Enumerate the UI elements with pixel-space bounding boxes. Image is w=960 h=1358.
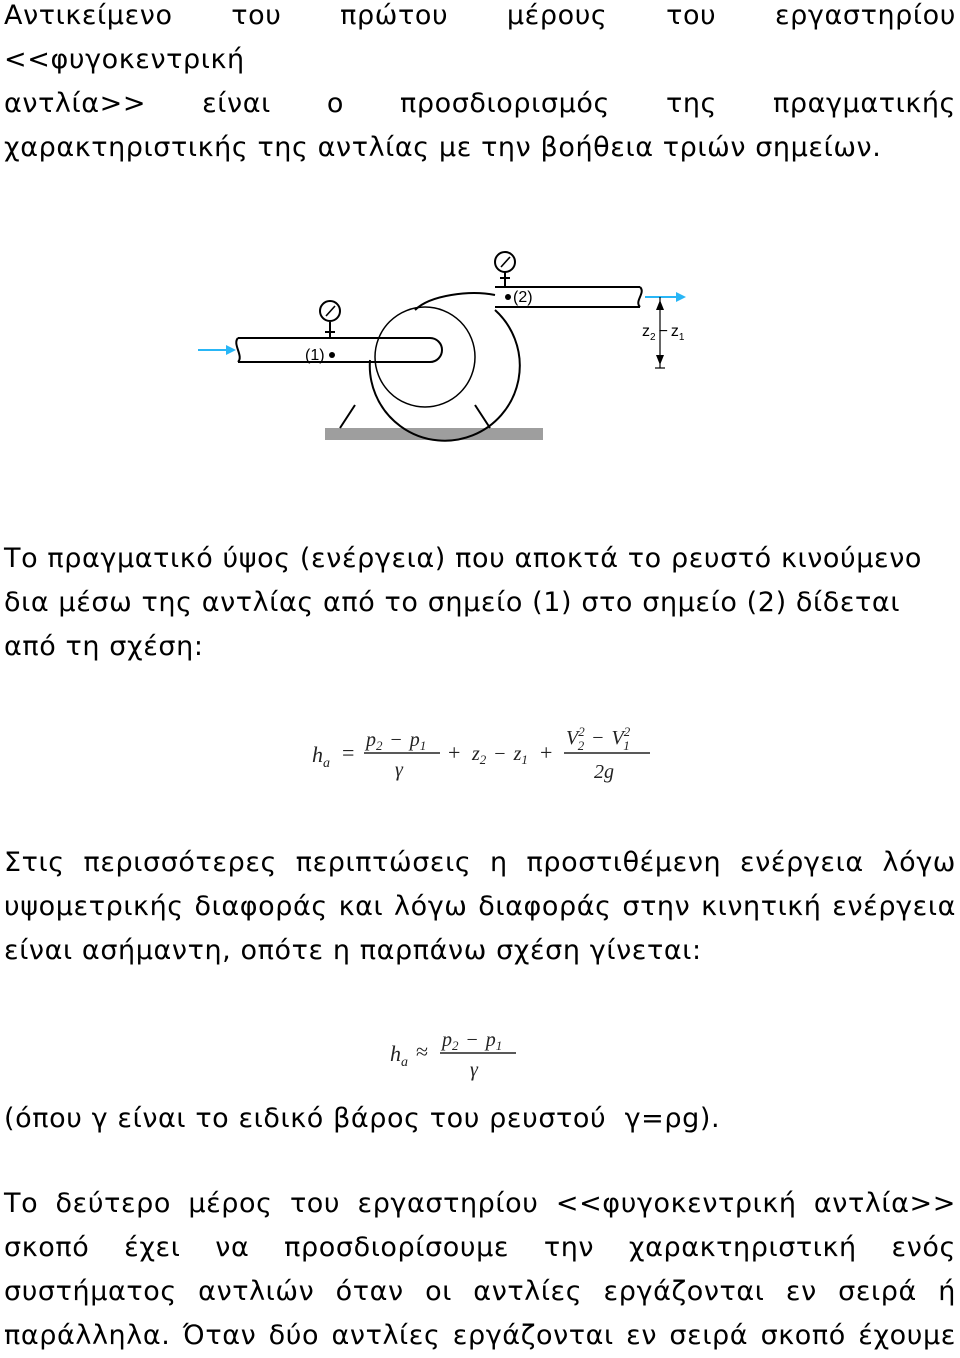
head-line-3: από τη σχέση:: [4, 631, 204, 662]
pump-casing: [370, 310, 520, 441]
head-equation: [310, 722, 660, 784]
svg-text:γ: γ: [470, 1059, 478, 1081]
intro-line-1: Αντικείμενο του πρώτου μέρους του εργαστηρίου <<φυγοκεντρική: [4, 0, 956, 75]
point-2-dot: [505, 294, 511, 300]
simplification-line-1: Στις περισσότερες περιπτώσεις η προστιθέμενη ενέργεια λόγω: [4, 847, 956, 878]
svg-text:p2−p1: $p_2 - p_1$: [442, 1029, 503, 1053]
pump-stand: [340, 405, 490, 428]
second-part-line-3: συστήματος αντλιών όταν οι αντλίες εργάζονται εν σειρά ή: [4, 1276, 956, 1307]
simplification-paragraph: [4, 841, 956, 973]
intro-line-3: χαρακτηριστικής της αντλίας με την βοήθεια τριών σημείων.: [4, 132, 882, 163]
inlet-flow-arrow-icon: [198, 345, 236, 355]
head-line-2: δια μέσω της αντλίας από το σημείο (1) στο σημείο (2) δίδεται: [4, 587, 901, 618]
svg-text:+: +: [540, 740, 553, 765]
second-part-line-2: σκοπό έχει να προσδιορίσουμε την χαρακτηριστική ενός: [4, 1232, 956, 1263]
svg-text:V22−V21: $V^2$ $2 - V^2$ 1: [566, 724, 631, 753]
svg-text:2g: 2g: [594, 761, 614, 783]
second-part-paragraph: [4, 1182, 956, 1358]
svg-text:γ: γ: [395, 759, 403, 781]
point-2-label: (2): [513, 289, 533, 306]
simplification-line-3: είναι ασήμαντη, οπότε η παρπάνω σχέση γίνεται:: [4, 935, 702, 966]
second-part-line-4: παράλληλα. Όταν δύο αντλίες εργάζονται εν σειρά σκοπό έχουμε: [4, 1320, 956, 1351]
svg-text:+: +: [448, 740, 461, 765]
svg-text:≈: ≈: [416, 1039, 429, 1064]
svg-text:ha: $h_a$: [390, 1041, 408, 1070]
outlet-flow-arrow-icon: [645, 292, 686, 302]
point-1-dot: [329, 352, 335, 358]
svg-text:z2−z1: $z_2 - z_1$: [472, 743, 528, 767]
pressure-gauge-1-icon: [320, 301, 340, 338]
height-label: $z_2 - z_1$: [642, 323, 685, 343]
svg-text:p2−p1: $p_2 - p_1$: [366, 729, 427, 753]
intro-line-2: αντλία>> είναι ο προσδιορισμός της πραγματικής: [4, 88, 956, 119]
svg-text:ha: $h_a$: [312, 742, 330, 771]
pump-diagram: [190, 240, 700, 445]
point-1-label: (1): [305, 347, 325, 364]
head-line-1: Το πραγματικό ύψος (ενέργεια) που αποκτά το ρευστό κινούμενο: [4, 543, 923, 574]
second-part-line-1: Το δεύτερο μέρος του εργαστηρίου <<φυγοκεντρική αντλία>>: [4, 1188, 956, 1219]
head-paragraph: [4, 537, 956, 669]
svg-text:=: =: [342, 740, 355, 765]
impeller-eye: [375, 307, 475, 407]
simplification-line-2: υψομετρικής διαφοράς και λόγω διαφοράς στην κινητική ενέργεια: [4, 891, 956, 922]
approx-equation: [388, 1026, 528, 1084]
pressure-gauge-2-icon: [495, 252, 515, 287]
intro-paragraph: [4, 0, 956, 170]
ground-base: [325, 428, 543, 440]
inlet-pipe: [238, 338, 442, 362]
specific-weight-note: (όπου γ είναι το ειδικό βάρος του ρευστού γ=ρg).: [4, 1103, 721, 1134]
